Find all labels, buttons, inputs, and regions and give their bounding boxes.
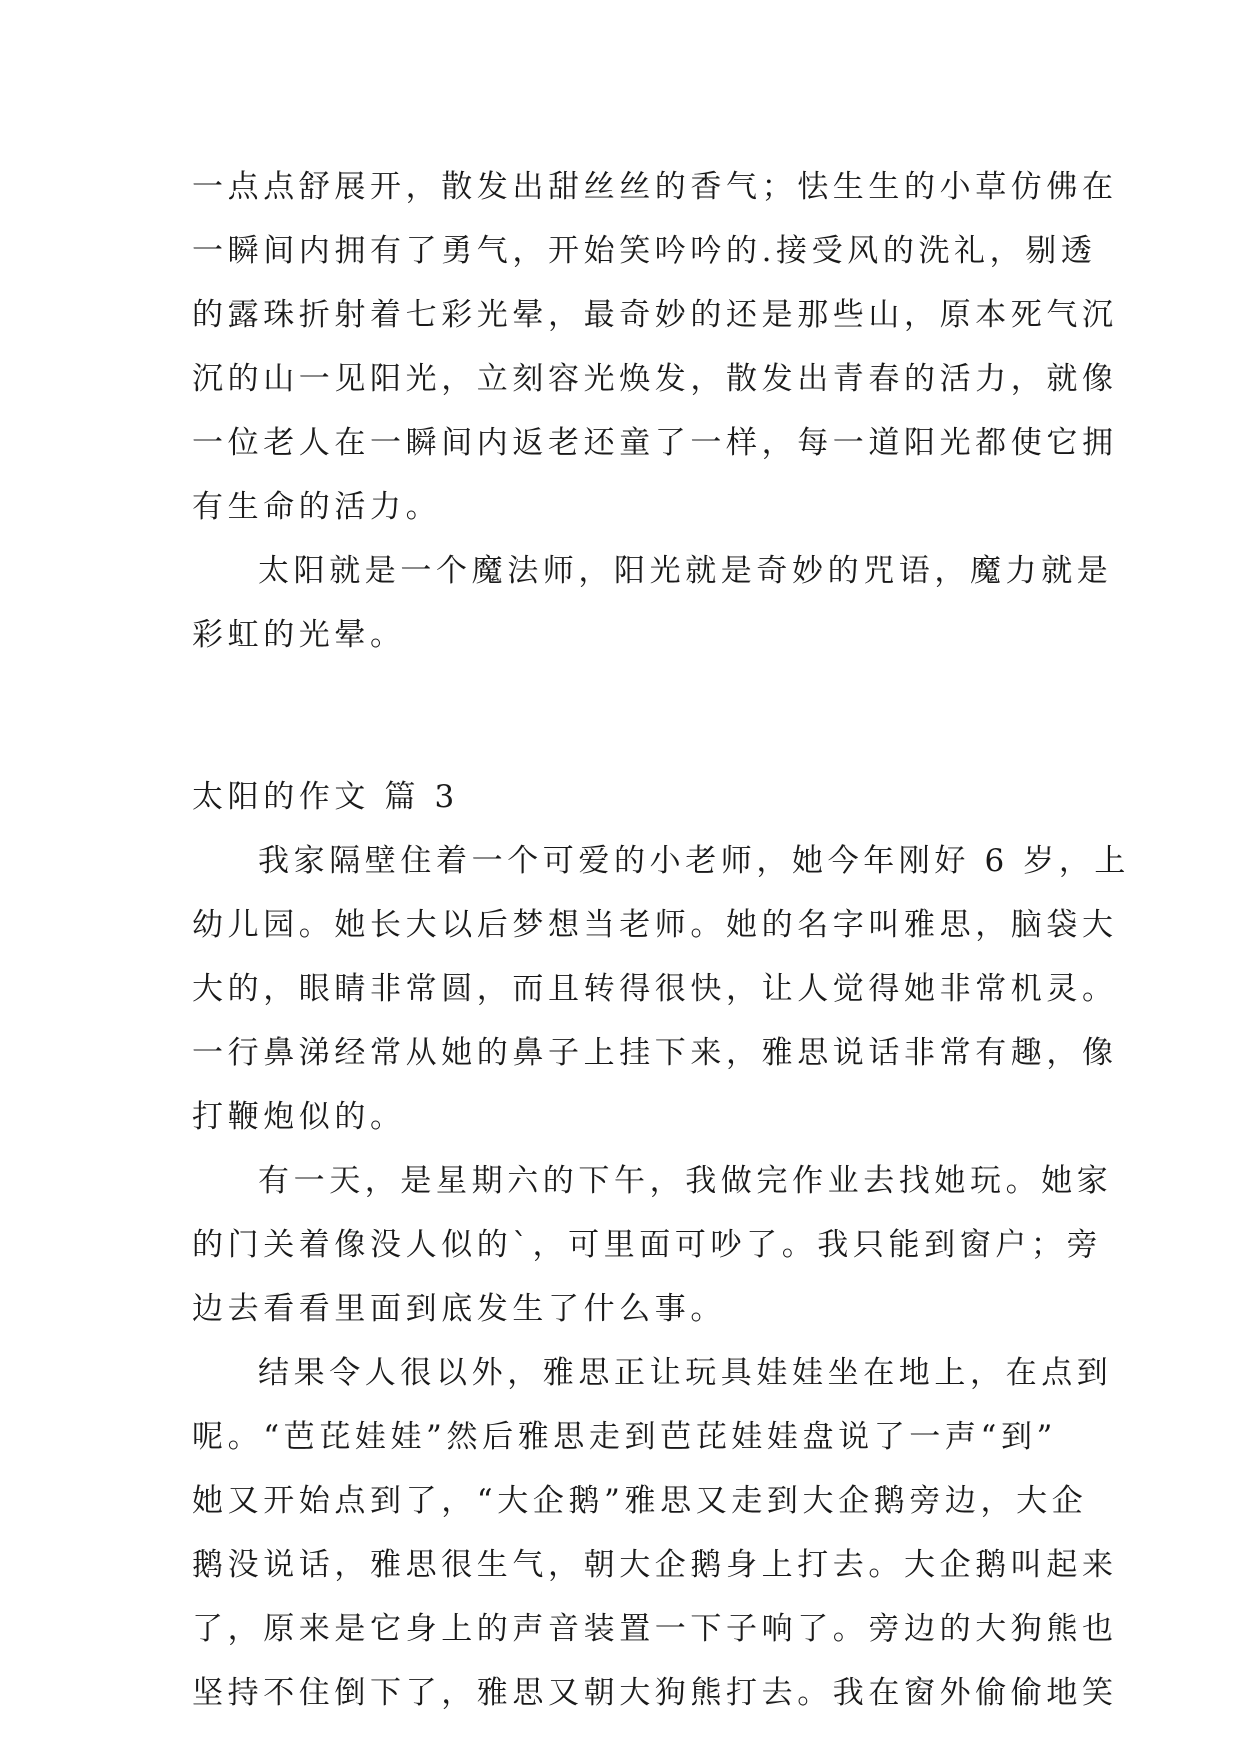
paragraph-2: [192, 539, 1113, 667]
document-body: [192, 155, 1131, 1725]
text-line: 结果令人很以外，雅思正让玩具娃娃坐在地上，在点到: [258, 1355, 1113, 1391]
text-line: 的露珠折射着七彩光晕，最奇妙的还是那些山，原本死气沉: [192, 297, 1118, 333]
text-line: 的门关着像没人似的`，可里面可吵了。我只能到窗户；旁: [192, 1227, 1103, 1263]
section-spacer: [192, 667, 1052, 765]
text-line: 彩虹的光晕。: [192, 617, 406, 653]
paragraph-4: [192, 1149, 1113, 1341]
section-heading: 太阳的作文 篇 3: [192, 779, 459, 815]
text-line: 鹅没说话，雅思很生气，朝大企鹅身上打去。大企鹅叫起来: [192, 1547, 1118, 1583]
text-line: 坚持不住倒下了，雅思又朝大狗熊打去。我在窗外偷偷地笑: [192, 1675, 1118, 1711]
paragraph-5: [192, 1341, 1118, 1725]
text-line: 有生命的活力。: [192, 489, 442, 525]
text-line: 一瞬间内拥有了勇气，开始笑吟吟的.接受风的洗礼，剔透: [192, 233, 1097, 269]
paragraph-3: [192, 829, 1131, 1149]
paragraph-1: [192, 155, 1118, 539]
text-line: 大的，眼睛非常圆，而且转得很快，让人觉得她非常机灵。: [192, 971, 1118, 1007]
text-line: 边去看看里面到底发生了什么事。: [192, 1291, 726, 1327]
text-line: 一行鼻涕经常从她的鼻子上挂下来，雅思说话非常有趣，像: [192, 1035, 1118, 1071]
text-line: 幼儿园。她长大以后梦想当老师。她的名字叫雅思，脑袋大: [192, 907, 1118, 943]
text-line: 呢。“芭芘娃娃”然后雅思走到芭芘娃娃盘说了一声“到”: [192, 1419, 1057, 1455]
text-line: 有一天，是星期六的下午，我做完作业去找她玩。她家: [258, 1163, 1113, 1199]
text-line: 一位老人在一瞬间内返老还童了一样，每一道阳光都使它拥: [192, 425, 1118, 461]
text-line: 太阳就是一个魔法师，阳光就是奇妙的咒语，魔力就是: [258, 553, 1113, 589]
text-line: 沉的山一见阳光，立刻容光焕发，散发出青春的活力，就像: [192, 361, 1118, 397]
text-line: 我家隔壁住着一个可爱的小老师，她今年刚好 6 岁，上: [258, 843, 1131, 879]
text-line: 一点点舒展开，散发出甜丝丝的香气；怯生生的小草仿佛在: [192, 169, 1118, 205]
text-line: 她又开始点到了，“大企鹅”雅思又走到大企鹅旁边，大企: [192, 1483, 1088, 1519]
text-line: 打鞭炮似的。: [192, 1099, 406, 1135]
text-line: 了，原来是它身上的声音装置一下子响了。旁边的大狗熊也: [192, 1611, 1118, 1647]
